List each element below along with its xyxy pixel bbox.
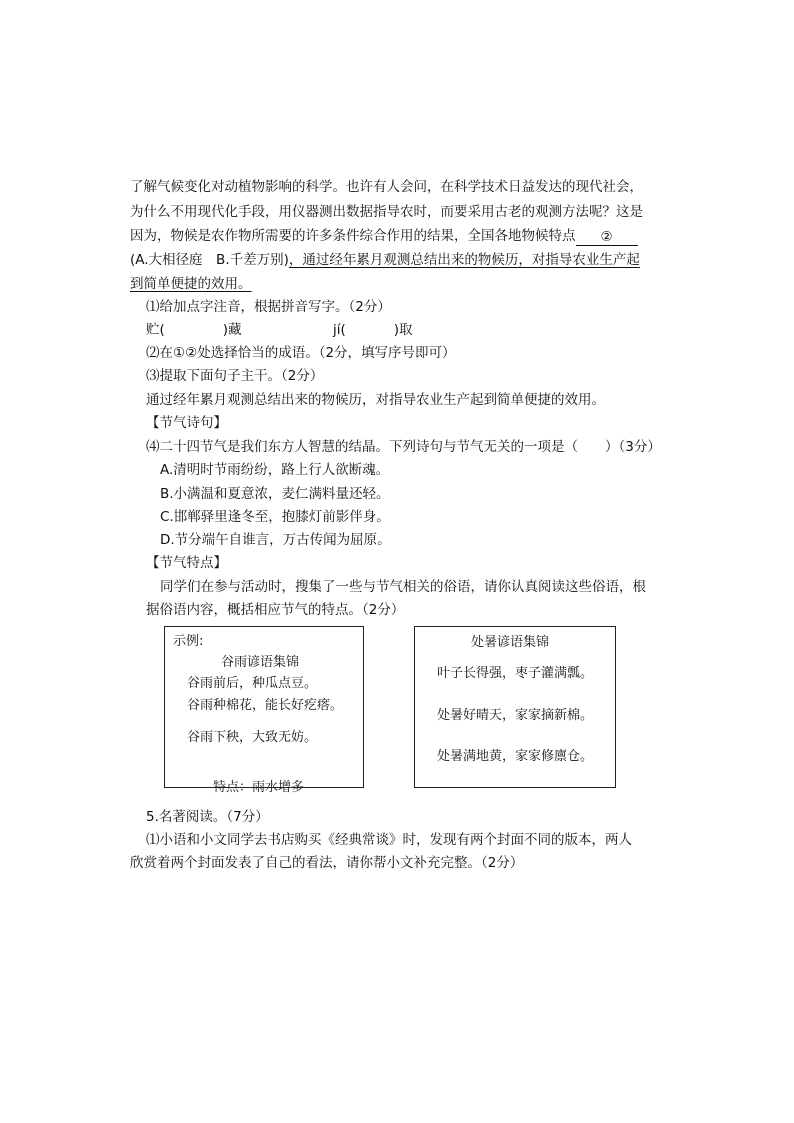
question-3-sentence: 通过经年累月观测总结出来的物候历，对指导农业生产起到简单便捷的效用。 — [146, 392, 605, 408]
passage-line-3-text: 因为，物候是农作物所需要的许多条件综合作用的结果，全国各地物候特点 — [130, 228, 576, 244]
example-feature-cut-text: 特点：雨水增多 — [213, 780, 305, 795]
example-proverb-3: 谷雨下秧，大致无妨。 — [187, 730, 318, 745]
example-box-title: 谷雨谚语集锦 — [221, 655, 300, 670]
question-5-line-1: ⑴小语和小文同学去书店购买《经典常谈》时，发现有两个封面不同的版本，两人 — [146, 832, 632, 848]
answer-blank-2[interactable]: ② — [576, 227, 638, 246]
option-d: D.节分端午自谁言，万古传闻为屈原。 — [160, 532, 391, 548]
example-label: 示例: — [173, 634, 204, 649]
chushu-proverb-3: 处暑满地黄，家家修廪仓。 — [437, 749, 594, 764]
underlined-sentence: ，通过经年累月观测总结出来的物候历，对指导农业生产起 — [288, 252, 640, 268]
question-1-item-2 — [333, 320, 413, 340]
question-4-label: ⑷二十四节气是我们东方人智慧的结晶。下列诗句与节气无关的一项是（ ）（3分） — [146, 439, 661, 455]
chushu-proverb-2: 处暑好晴天，家家摘新棉。 — [437, 708, 594, 723]
option-c: C.邯郸驿里逢冬至，抱膝灯前影伴身。 — [160, 509, 390, 525]
features-paragraph-line-1: 同学们在参与活动时，搜集了一些与节气相关的俗语，请你认真阅读这些俗语，根 — [160, 579, 646, 595]
question-3-label: ⑶提取下面句子主干。（2分） — [146, 368, 324, 384]
question-1-label: ⑴给加点字注音，根据拼音写字。（2分） — [146, 299, 391, 315]
example-proverb-1: 谷雨前后，种瓜点豆。 — [187, 676, 318, 691]
option-b: B.小满温和夏意浓，麦仁满料量还轻。 — [160, 486, 390, 502]
option-a: A.清明时节雨纷纷，路上行人欲断魂。 — [160, 462, 390, 478]
item-1-prefix: 贮( — [146, 322, 165, 338]
item-1-suffix: )藏 — [222, 322, 242, 338]
idiom-choices: (A.大相径庭 B.千差万别) — [130, 252, 289, 268]
passage-line-1: 了解气候变化对动植物影响的科学。也许有人会问，在科学技术日益发达的现代社会， — [130, 179, 643, 195]
passage-line-2: 为什么不用现代化手段，用仪器测出数据指导农时，而要采用古老的观测方法呢？这是 — [130, 204, 643, 220]
chushu-proverb-box — [414, 626, 616, 788]
question-5-line-2: 欣赏着两个封面发表了自己的看法，请你帮小文补充完整。（2分） — [130, 855, 524, 871]
example-proverb-2: 谷雨种棉花，能长好疙瘩。 — [187, 698, 344, 713]
question-2-label: ⑵在①②处选择恰当的成语。（2分，填写序号即可） — [146, 345, 456, 361]
item-2-suffix: )取 — [393, 322, 413, 338]
section-heading-features: 【节气特点】 — [146, 555, 227, 571]
chushu-box-title: 处暑谚语集锦 — [471, 635, 550, 650]
features-paragraph-line-2: 据俗语内容，概括相应节气的特点。（2分） — [146, 602, 405, 618]
section-heading-poems: 【节气诗句】 — [146, 415, 227, 431]
chushu-proverb-1: 叶子长得强，枣子灌满瓢。 — [437, 666, 594, 681]
passage-line-3 — [130, 226, 638, 246]
example-proverb-box — [164, 626, 364, 795]
question-5-label: 5.名著阅读。（7分） — [146, 809, 269, 825]
item-2-prefix: jí( — [333, 322, 346, 338]
passage-line-5: 到简单便捷的效用。 — [130, 276, 252, 292]
passage-line-4 — [130, 250, 640, 270]
question-1-items — [146, 320, 242, 340]
